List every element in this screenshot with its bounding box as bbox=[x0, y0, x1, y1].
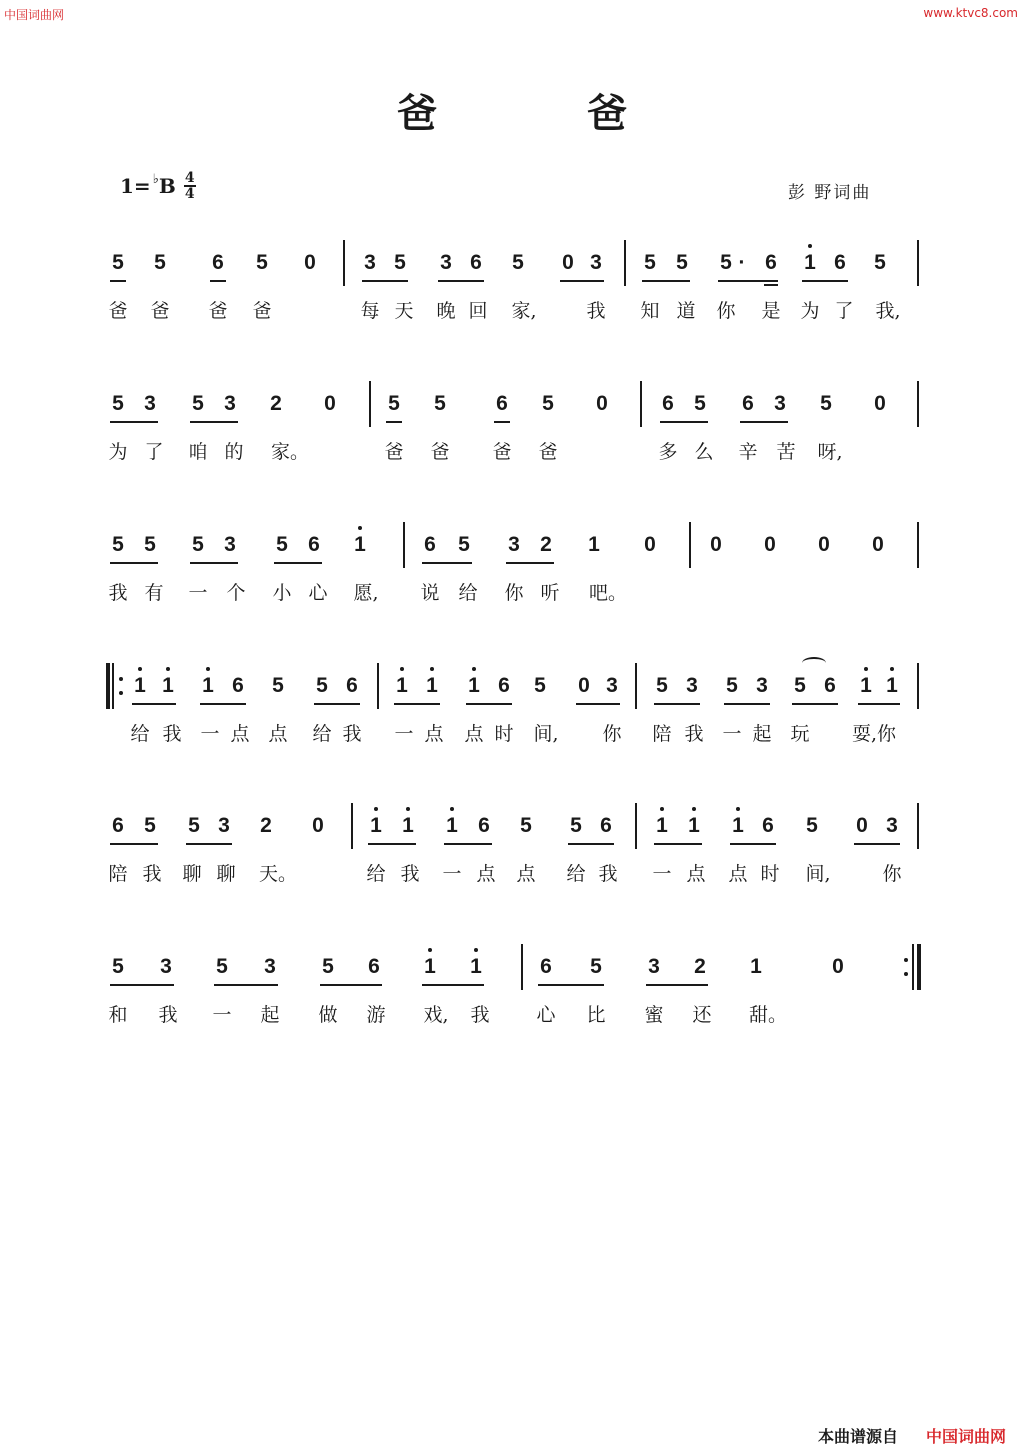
lyric: 个 bbox=[226, 582, 246, 604]
note: 5 bbox=[388, 392, 400, 415]
lyric: 知 bbox=[640, 300, 660, 322]
note: 0 bbox=[644, 533, 656, 556]
score-line-1 bbox=[0, 240, 1024, 340]
note: 6 bbox=[600, 814, 612, 837]
lyric: 苦 bbox=[776, 441, 796, 463]
score-line-5 bbox=[0, 803, 1024, 903]
footer-source-label: 本曲谱源自 bbox=[818, 1427, 899, 1446]
note: 3 bbox=[508, 533, 520, 556]
lyric: 家, bbox=[511, 300, 537, 322]
note: 3 bbox=[774, 392, 786, 415]
note: 5 bbox=[112, 955, 124, 978]
note: 1 bbox=[134, 674, 146, 697]
note: 1 bbox=[656, 814, 668, 837]
note: 6 bbox=[496, 392, 508, 415]
note: 0 bbox=[764, 533, 776, 556]
note: 1 bbox=[860, 674, 872, 697]
note: 1 bbox=[886, 674, 898, 697]
lyric: 小 bbox=[272, 582, 292, 604]
note: 6 bbox=[540, 955, 552, 978]
lyric: 一 bbox=[394, 723, 414, 745]
note: 5 bbox=[570, 814, 582, 837]
note: 5 bbox=[726, 674, 738, 697]
bar-line bbox=[640, 381, 642, 427]
note: 1 bbox=[426, 674, 438, 697]
lyric: 爸 bbox=[252, 300, 272, 322]
note: 6 bbox=[368, 955, 380, 978]
note: 6 bbox=[232, 674, 244, 697]
note: 6 bbox=[765, 251, 777, 274]
score-line-2 bbox=[0, 381, 1024, 481]
lyric: 我 bbox=[108, 582, 128, 604]
bar-line bbox=[917, 803, 919, 849]
key-prefix: 1= bbox=[120, 174, 151, 198]
note: 1 bbox=[354, 533, 366, 556]
note: 6 bbox=[498, 674, 510, 697]
bar-line bbox=[377, 663, 379, 709]
lyric: 比 bbox=[586, 1004, 606, 1026]
bar-line bbox=[917, 381, 919, 427]
note: 6 bbox=[308, 533, 320, 556]
note: 5 bbox=[216, 955, 228, 978]
note: 5 bbox=[272, 674, 284, 697]
lyric: 我 bbox=[684, 723, 704, 745]
note: 0 bbox=[874, 392, 886, 415]
score-line-4 bbox=[0, 663, 1024, 763]
note: 6 bbox=[824, 674, 836, 697]
bar-line bbox=[351, 803, 353, 849]
note: 3 bbox=[224, 392, 236, 415]
lyric: 聊 bbox=[216, 863, 236, 885]
lyric: 陪 bbox=[652, 723, 672, 745]
bar-line bbox=[343, 240, 345, 286]
bar-line bbox=[635, 803, 637, 849]
lyric: 间, bbox=[805, 863, 831, 885]
meter-top: 4 bbox=[184, 170, 195, 186]
note: 6 bbox=[762, 814, 774, 837]
note: 5 bbox=[676, 251, 688, 274]
lyric: 么 bbox=[694, 441, 714, 463]
note: 1 bbox=[732, 814, 744, 837]
note: 5 bbox=[144, 533, 156, 556]
lyric: 点 bbox=[728, 863, 748, 885]
lyric: 辛 bbox=[738, 441, 758, 463]
note: 5 bbox=[694, 392, 706, 415]
watermark-right: www.ktvc8.com bbox=[923, 6, 1018, 20]
note: 0 bbox=[856, 814, 868, 837]
lyric: 我 bbox=[400, 863, 420, 885]
lyric: 你 bbox=[602, 723, 622, 745]
lyric: 一 bbox=[652, 863, 672, 885]
lyric: 和 bbox=[108, 1004, 128, 1026]
note: 3 bbox=[364, 251, 376, 274]
note: 5 bbox=[112, 251, 124, 274]
lyric: 戏, bbox=[423, 1004, 449, 1026]
note: 1 bbox=[688, 814, 700, 837]
lyric: 你 bbox=[504, 582, 524, 604]
note: 5 bbox=[192, 533, 204, 556]
score-line-6 bbox=[0, 944, 1024, 1044]
lyric: 聊 bbox=[182, 863, 202, 885]
note: 3 bbox=[218, 814, 230, 837]
note: 1 bbox=[162, 674, 174, 697]
note: 3 bbox=[686, 674, 698, 697]
lyric: 道 bbox=[676, 300, 696, 322]
note: 6 bbox=[424, 533, 436, 556]
lyric: 家。 bbox=[271, 441, 310, 463]
lyric: 爸 bbox=[150, 300, 170, 322]
lyric: 游 bbox=[366, 1004, 386, 1026]
note: 5 bbox=[458, 533, 470, 556]
lyric: 时 bbox=[494, 723, 514, 745]
lyric: 爸 bbox=[384, 441, 404, 463]
note: 5 bbox=[644, 251, 656, 274]
note: 0 bbox=[818, 533, 830, 556]
repeat-start-thick bbox=[106, 663, 110, 709]
lyric: 点 bbox=[476, 863, 496, 885]
repeat-end-thick bbox=[917, 944, 921, 990]
key-signature bbox=[120, 172, 196, 200]
note: 6 bbox=[212, 251, 224, 274]
note: 2 bbox=[270, 392, 282, 415]
note: 3 bbox=[590, 251, 602, 274]
repeat-start-thin bbox=[112, 663, 114, 709]
note: 3 bbox=[440, 251, 452, 274]
note: 6 bbox=[478, 814, 490, 837]
lyric: 给 bbox=[566, 863, 586, 885]
lyric: 天。 bbox=[259, 863, 298, 885]
note: 1 bbox=[396, 674, 408, 697]
note: 3 bbox=[648, 955, 660, 978]
note: 5 bbox=[874, 251, 886, 274]
bar-line bbox=[624, 240, 626, 286]
lyric: 说 bbox=[420, 582, 440, 604]
lyric: 一 bbox=[212, 1004, 232, 1026]
lyric: 呀, bbox=[817, 441, 843, 463]
lyric: 玩 bbox=[790, 723, 810, 745]
lyric: 吧。 bbox=[589, 582, 628, 604]
lyric: 你 bbox=[716, 300, 736, 322]
lyric: 一 bbox=[442, 863, 462, 885]
note: 1 bbox=[424, 955, 436, 978]
lyric: 爸 bbox=[208, 300, 228, 322]
note: 1 bbox=[202, 674, 214, 697]
note: 3 bbox=[886, 814, 898, 837]
note: 3 bbox=[756, 674, 768, 697]
note: 2 bbox=[694, 955, 706, 978]
flat-sign: ♭ bbox=[152, 171, 159, 187]
note: 1 bbox=[370, 814, 382, 837]
note: 3 bbox=[606, 674, 618, 697]
note: 1 bbox=[470, 955, 482, 978]
note: 3 bbox=[224, 533, 236, 556]
note: 5 bbox=[542, 392, 554, 415]
repeat-end-thin bbox=[912, 944, 914, 990]
note: 6 bbox=[112, 814, 124, 837]
note: 5 bbox=[276, 533, 288, 556]
lyric: 了 bbox=[834, 300, 854, 322]
lyric: 点 bbox=[516, 863, 536, 885]
watermark-left: 中国词曲网 bbox=[4, 8, 65, 22]
note: 5 bbox=[256, 251, 268, 274]
note: 1 bbox=[468, 674, 480, 697]
note: 0 bbox=[872, 533, 884, 556]
lyric: 陪 bbox=[108, 863, 128, 885]
lyric: 爸 bbox=[430, 441, 450, 463]
note: 5 bbox=[720, 251, 732, 274]
note: 1 bbox=[750, 955, 762, 978]
lyric: 点 bbox=[230, 723, 250, 745]
score-line-3 bbox=[0, 522, 1024, 622]
note: 5 bbox=[316, 674, 328, 697]
page-title: 爸爸 bbox=[397, 90, 777, 137]
lyric: 蜜 bbox=[644, 1004, 664, 1026]
note: 5 bbox=[806, 814, 818, 837]
lyric: 心 bbox=[536, 1004, 556, 1026]
note: 0 bbox=[324, 392, 336, 415]
lyric: 起 bbox=[260, 1004, 280, 1026]
note: 5 bbox=[112, 533, 124, 556]
lyric: 咱 bbox=[188, 441, 208, 463]
note: 0 bbox=[832, 955, 844, 978]
bar-line bbox=[403, 522, 405, 568]
lyric: 是 bbox=[761, 300, 781, 322]
lyric: 心 bbox=[308, 582, 328, 604]
bar-line bbox=[369, 381, 371, 427]
lyric: 愿, bbox=[353, 582, 379, 604]
note: 6 bbox=[834, 251, 846, 274]
lyric: 我 bbox=[342, 723, 362, 745]
composer-credit: 彭 野词曲 bbox=[788, 183, 872, 203]
lyric: 给 bbox=[366, 863, 386, 885]
note: 0 bbox=[596, 392, 608, 415]
lyric: 点 bbox=[686, 863, 706, 885]
bar-line bbox=[521, 944, 523, 990]
note: 0 bbox=[312, 814, 324, 837]
note: 5 bbox=[434, 392, 446, 415]
note: 2 bbox=[540, 533, 552, 556]
lyric: 我, bbox=[875, 300, 901, 322]
note: 6 bbox=[470, 251, 482, 274]
note: 5 bbox=[820, 392, 832, 415]
note: 1 bbox=[402, 814, 414, 837]
note: 5 bbox=[112, 392, 124, 415]
bar-line bbox=[689, 522, 691, 568]
lyric: 你 bbox=[882, 863, 902, 885]
note: 2 bbox=[260, 814, 272, 837]
lyric: 天 bbox=[394, 300, 414, 322]
note: 5 bbox=[144, 814, 156, 837]
lyric: 一 bbox=[722, 723, 742, 745]
lyric: 多 bbox=[658, 441, 678, 463]
lyric: 给 bbox=[458, 582, 478, 604]
meter-bottom: 4 bbox=[184, 186, 195, 202]
note: 0 bbox=[562, 251, 574, 274]
lyric: 一 bbox=[188, 582, 208, 604]
note: 0 bbox=[578, 674, 590, 697]
note: 0 bbox=[304, 251, 316, 274]
footer-site-name: 中国词曲网 bbox=[926, 1427, 1007, 1446]
note: 5 bbox=[656, 674, 668, 697]
note: 1 bbox=[804, 251, 816, 274]
note: 6 bbox=[742, 392, 754, 415]
note: 5 bbox=[512, 251, 524, 274]
lyric: 晚 bbox=[436, 300, 456, 322]
lyric: 起 bbox=[752, 723, 772, 745]
note: 6 bbox=[662, 392, 674, 415]
lyric: 每 bbox=[360, 300, 380, 322]
lyric: 爸 bbox=[108, 300, 128, 322]
note: 5 bbox=[322, 955, 334, 978]
slur bbox=[802, 657, 826, 669]
lyric: 了 bbox=[144, 441, 164, 463]
lyric: 我 bbox=[470, 1004, 490, 1026]
lyric: 间, bbox=[533, 723, 559, 745]
bar-line bbox=[917, 522, 919, 568]
lyric: 我 bbox=[598, 863, 618, 885]
note: 1 bbox=[446, 814, 458, 837]
note: 3 bbox=[144, 392, 156, 415]
lyric: 爸 bbox=[492, 441, 512, 463]
lyric: 的 bbox=[224, 441, 244, 463]
lyric: 一 bbox=[200, 723, 220, 745]
lyric: 还 bbox=[692, 1004, 712, 1026]
lyric: 给 bbox=[130, 723, 150, 745]
note: 5 bbox=[394, 251, 406, 274]
note: 5 bbox=[590, 955, 602, 978]
lyric: 为 bbox=[800, 300, 820, 322]
note: 6 bbox=[346, 674, 358, 697]
key-note: B bbox=[158, 174, 176, 198]
bar-line bbox=[917, 240, 919, 286]
lyric: 我 bbox=[142, 863, 162, 885]
lyric: 为 bbox=[108, 441, 128, 463]
lyric: 给 bbox=[312, 723, 332, 745]
lyric: 听 bbox=[540, 582, 560, 604]
note: 1 bbox=[588, 533, 600, 556]
bar-line bbox=[635, 663, 637, 709]
note: 5 bbox=[192, 392, 204, 415]
time-signature bbox=[184, 172, 196, 200]
lyric: 我 bbox=[162, 723, 182, 745]
lyric: 点 bbox=[424, 723, 444, 745]
note: 5 bbox=[188, 814, 200, 837]
lyric: 爸 bbox=[538, 441, 558, 463]
note: 0 bbox=[710, 533, 722, 556]
note: 5 bbox=[794, 674, 806, 697]
lyric: 时 bbox=[760, 863, 780, 885]
note: 5 bbox=[154, 251, 166, 274]
note: 3 bbox=[160, 955, 172, 978]
lyric: 回 bbox=[468, 300, 488, 322]
note: 5 bbox=[534, 674, 546, 697]
lyric: 做 bbox=[318, 1004, 338, 1026]
lyric: 甜。 bbox=[749, 1004, 788, 1026]
bar-line bbox=[917, 663, 919, 709]
augmentation-dot: · bbox=[738, 251, 746, 274]
lyric: 点 bbox=[464, 723, 484, 745]
lyric: 有 bbox=[144, 582, 164, 604]
lyric: 点 bbox=[268, 723, 288, 745]
note: 3 bbox=[264, 955, 276, 978]
lyric: 耍,你 bbox=[851, 723, 897, 745]
lyric: 我 bbox=[158, 1004, 178, 1026]
note: 5 bbox=[520, 814, 532, 837]
lyric: 我 bbox=[586, 300, 606, 322]
